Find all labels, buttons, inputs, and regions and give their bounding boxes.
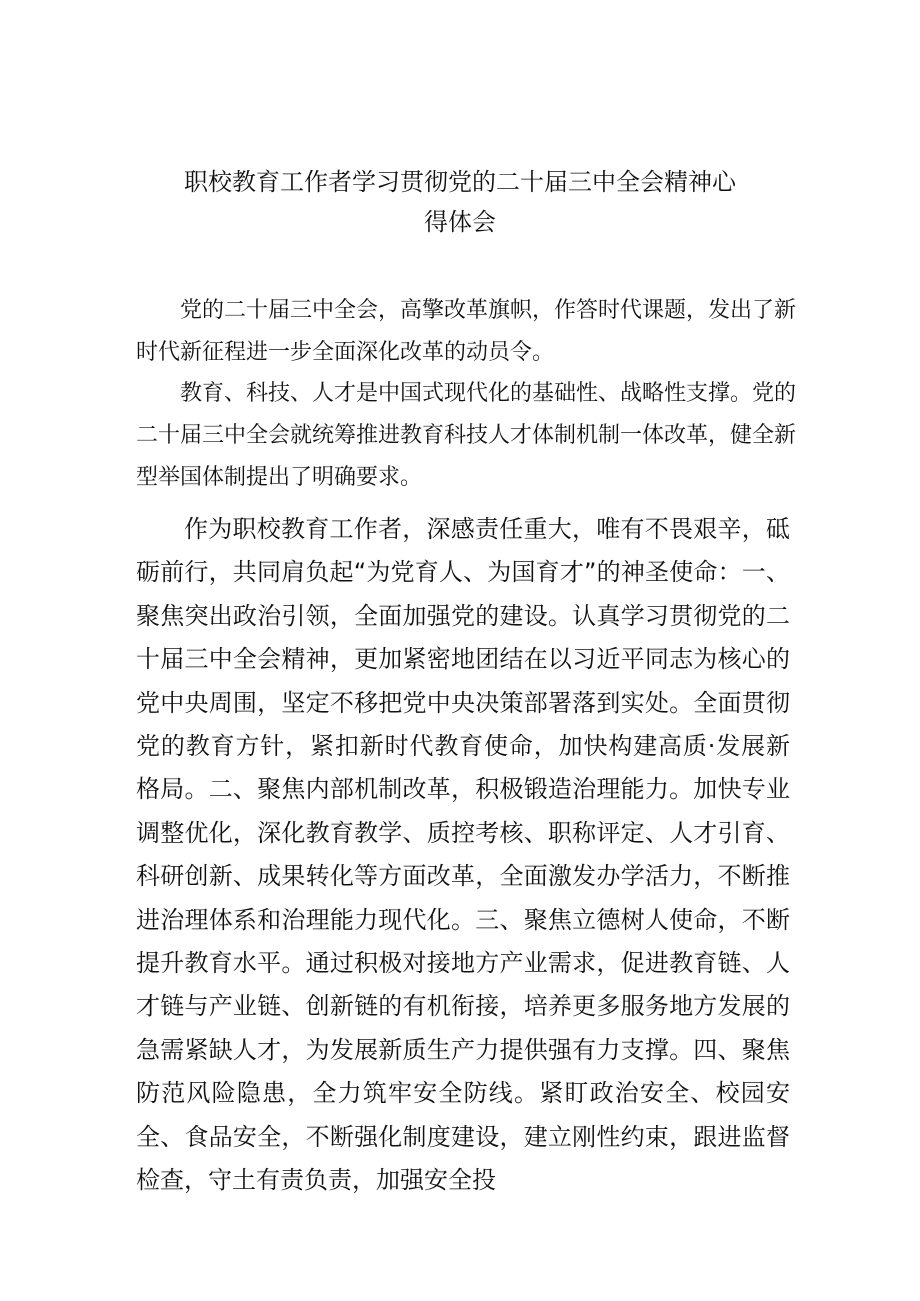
paragraph-2: 教育、科技、人才是中国式现代化的基础性、战略性支撑。党的二十届三中全会就统筹推进教育科技人才体制机制一体改革，健全新型举国体制提出了明确要求。 <box>136 381 797 490</box>
title-line-2: 得体会 <box>424 208 496 236</box>
paragraph-1: 党的二十届三中全会，高擎改革旗帜，作答时代课题，发出了新时代新征程进一步全面深化改革的动员令。 <box>136 298 797 365</box>
title-line-1: 职校教育工作者学习贯彻党的二十届三中全会精神心 <box>184 168 736 196</box>
document-title <box>120 162 800 242</box>
paragraph-3: 作为职校教育工作者，深感责任重大，唯有不畏艰辛，砥砺前行，共同肩负起“为党育人、为国育才”的神圣使命：一、聚焦突出政治引领，全面加强党的建设。认真学习贯彻党的二十届三中全会精神，更加紧密地团结在以习近平同志为核心的党中央周围，坚定不移把党中央决策部署落到实处。全面贯彻党的教育方针，紧扣新时代教育使命，加快构建高质·发展新格局。二、聚焦内部机制改革，积极锻造治理能力。加快专业调整优化，深化教育教学、质控考核、职称评定、人才引育、科研创新、成果转化等方面改革，全面激发办学活力，不断推进治理体系和治理能力现代化。三、聚焦立德树人使命，不断提升教育水平。通过积极对接地方产业需求，促进教育链、人才链与产业链、创新链的有机衔接，培养更多服务地方发展的急需紧缺人才，为发展新质生产力提供强有力支撑。四、聚焦防范风险隐患，全力筑牢安全防线。紧盯政治安全、校园安全、食品安全，不断强化制度建设，建立刚性约束，跟进监督检查，守土有责负责，加强安全投 <box>136 515 790 1195</box>
